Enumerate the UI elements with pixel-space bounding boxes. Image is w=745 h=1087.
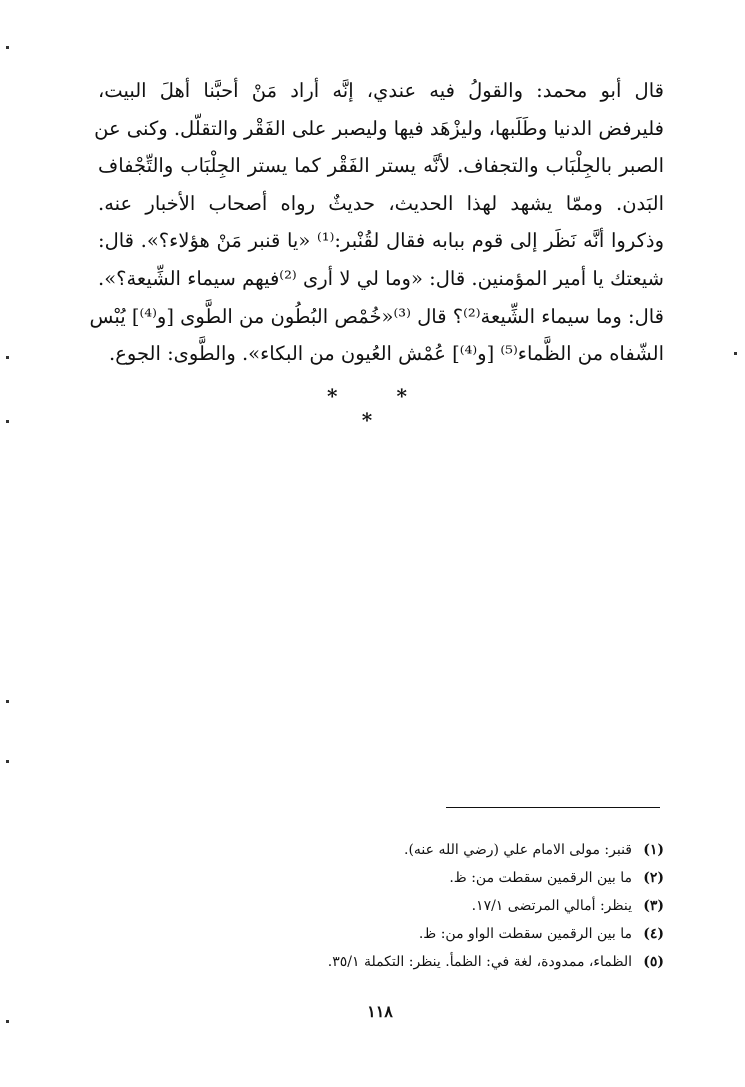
body-line-3: الصبر بالجِلْبَاب والتجفاف. لأنَّه يستر الفَقْر كما يستر الجِلْبَاب والتِّجْفاف: [98, 154, 664, 178]
body-line-8: الشّفاه من الظَّماء⁽⁵⁾ [و⁽⁴⁾] عُمْش العُيون من البكاء». والطَّوى: الجوع.: [109, 342, 664, 366]
footnote-item: [180, 948, 664, 976]
scan-speck: [6, 420, 9, 423]
section-separator: * * *: [327, 384, 433, 432]
scan-speck: [6, 1020, 9, 1023]
footnote-text: ما بين الرقمين سقطت من: ظ.: [449, 870, 632, 886]
scan-speck: [6, 356, 9, 359]
scan-speck: [734, 352, 737, 355]
footnote-item: [180, 920, 664, 948]
scan-speck: [6, 760, 9, 763]
footnote-number: (٣): [643, 898, 664, 914]
scan-speck: [6, 700, 9, 703]
footnote-text: الظماء، ممدودة، لغة في: الظمأ. ينظر: التكملة ٣٥/١.: [327, 954, 632, 970]
footnote-item: [180, 836, 664, 864]
footnote-item: [180, 892, 664, 920]
scan-speck: [6, 46, 9, 49]
footnote-rule: [446, 807, 660, 808]
footnote-item: [180, 864, 664, 892]
footnote-number: (٥): [643, 954, 664, 970]
footnote-number: (٢): [643, 870, 664, 886]
footnote-text: ينظر: أمالي المرتضى ١٧/١.: [471, 898, 632, 914]
body-line-6: شيعتك يا أمير المؤمنين. قال: «وما لي لا أرى ⁽²⁾فيهم سيماء الشِّيعة؟».: [98, 266, 664, 290]
footnotes-list: [180, 836, 664, 976]
footnote-text: قنبر: مولى الامام علي (رضي الله عنه).: [404, 842, 632, 858]
body-paragraph: [89, 72, 664, 373]
body-line-7: قال: وما سيماء الشِّيعة⁽²⁾؟ قال ⁽³⁾«خُمْص البُطُون من الطَّوى [و⁽⁴⁾] يُبْس: [89, 304, 664, 328]
body-line-2: فليرفض الدنيا وطَلَبها، وليزْهَد فيها وليصبر على الفَقْر والتقلّل. وكنى عن: [94, 116, 664, 140]
body-line-4: البَدن. وممّا يشهد لهذا الحديث، حديثٌ رواه أصحاب الأخبار عنه.: [98, 191, 664, 215]
footnote-text: ما بين الرقمين سقطت الواو من: ظ.: [418, 926, 632, 942]
footnote-number: (٤): [643, 926, 664, 942]
page-number: ١١٨: [367, 1002, 393, 1021]
body-line-5: وذكروا أنَّه نَظَر إلى قوم ببابه فقال لقُنْبر:⁽¹⁾ «يا قنبر مَنْ هؤلاء؟». قال:: [98, 229, 664, 253]
footnote-number: (١): [643, 842, 664, 858]
body-line-1: قال أبو محمد: والقولُ فيه عندي، إنَّه أراد مَنْ أحبَّنا أهلَ البيت،: [98, 79, 664, 102]
